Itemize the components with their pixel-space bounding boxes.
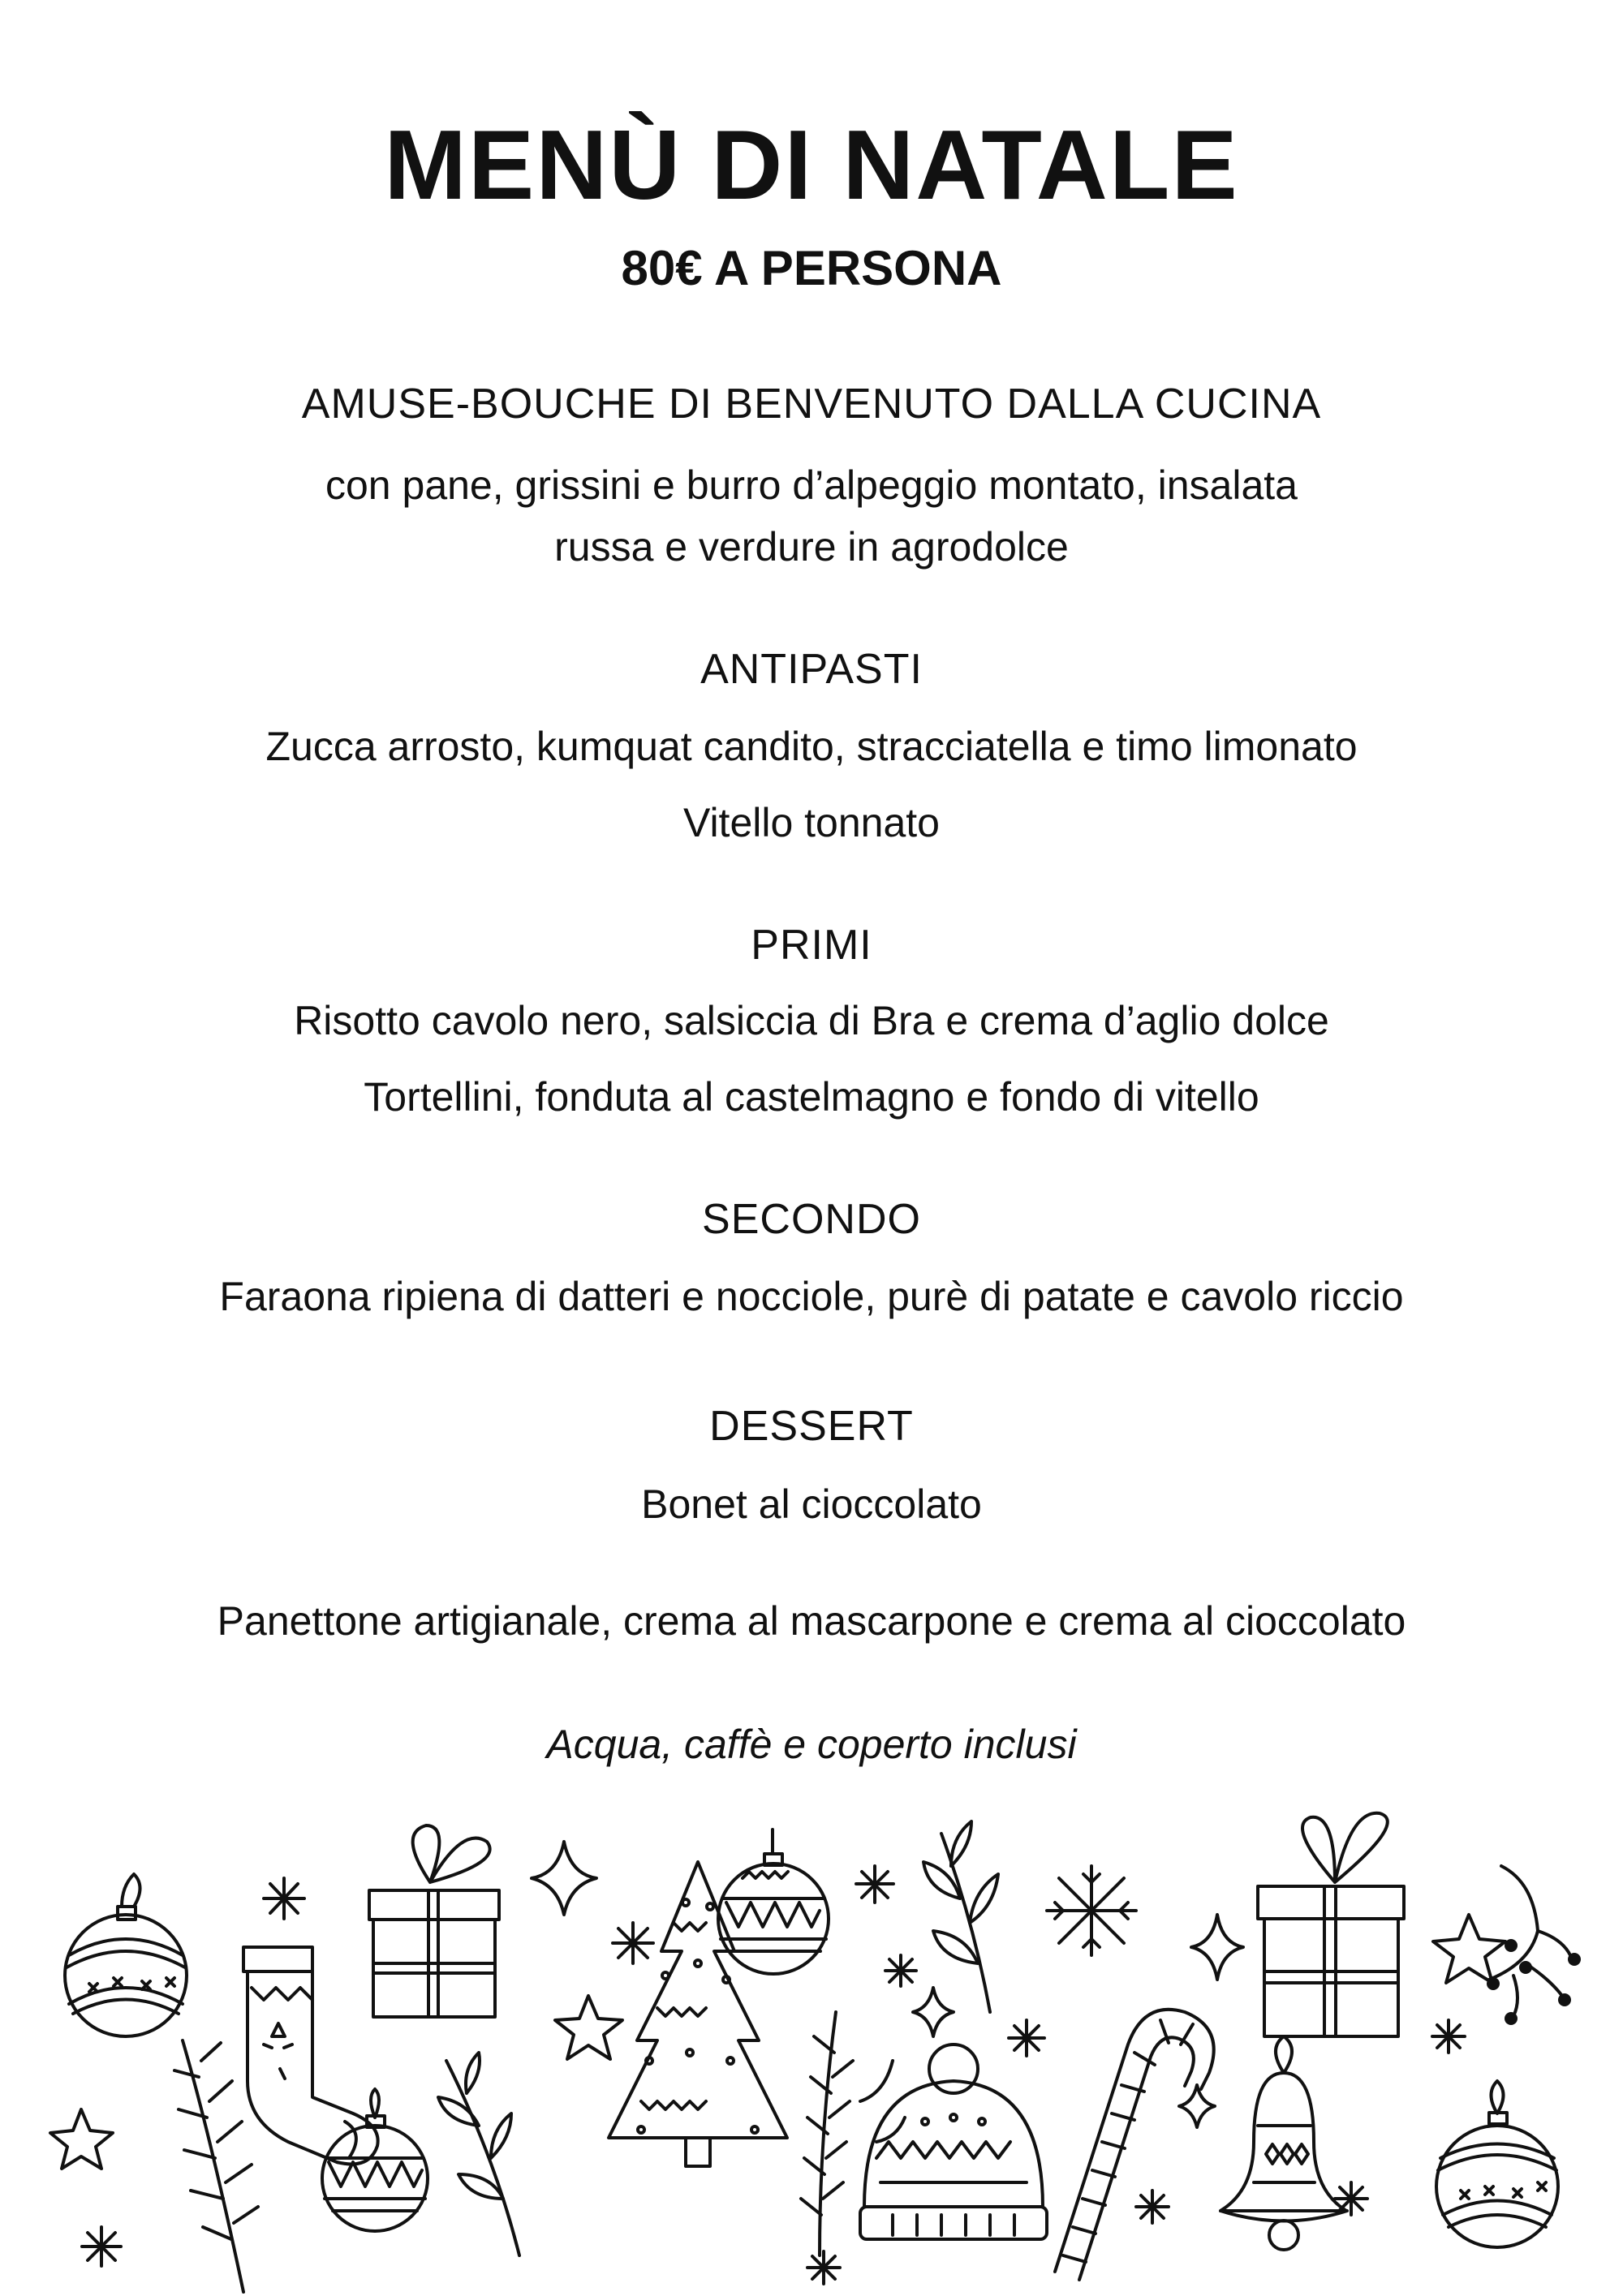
sparkle-icon: [532, 1842, 596, 1915]
dish-amuse-bouche-line-1: con pane, grissini e burro d’alpeggio montato, insalata: [325, 462, 1298, 508]
gift-box-icon: [369, 1825, 499, 2017]
menu-price: 80€ A PERSONA: [621, 241, 1002, 295]
sparkle-icon: [613, 1923, 653, 1963]
bell-icon: [1220, 2036, 1347, 2250]
sparkle-icon: [1136, 2191, 1169, 2223]
sparkle-icon: [1432, 2020, 1465, 2053]
dish-primi-1: Risotto cavolo nero, salsiccia di Bra e crema d’aglio dolce: [294, 998, 1329, 1043]
dish-secondo-1: Faraona ripiena di datteri e nocciole, purè di patate e cavolo riccio: [219, 1274, 1404, 1319]
ornament-ball-icon: [65, 1874, 187, 2036]
star-icon: [555, 1996, 622, 2059]
leaf-branch-icon: [923, 1821, 998, 2012]
sparkle-icon: [885, 1955, 916, 1986]
sparkle-icon: [1335, 2182, 1367, 2215]
section-heading-amuse-bouche: AMUSE-BOUCHE DI BENVENUTO DALLA CUCINA: [301, 381, 1322, 428]
section-heading-secondo: SECONDO: [702, 1196, 921, 1243]
ornament-ball-icon: [718, 1829, 829, 1974]
christmas-tree-icon: [609, 1862, 787, 2166]
section-heading-antipasti: ANTIPASTI: [700, 646, 923, 693]
sparkle-icon: [856, 1866, 893, 1903]
sparkle-icon: [264, 1878, 304, 1919]
menu-inclusions-note: Acqua, caffè e coperto inclusi: [546, 1722, 1077, 1767]
dish-amuse-bouche-line-2: russa e verdure in agrodolce: [554, 524, 1069, 570]
gift-box-icon: [1258, 1813, 1404, 2036]
leaf-branch-icon: [438, 2053, 519, 2255]
sparkle-icon: [1179, 2085, 1215, 2127]
sparkle-icon: [913, 1988, 954, 2036]
ornament-ball-icon: [1436, 2081, 1558, 2247]
menu-title: MENÙ DI NATALE: [384, 110, 1239, 220]
dish-dessert-2: Panettone artigianale, crema al mascarpone e crema al cioccolato: [217, 1598, 1406, 1644]
dish-dessert-1: Bonet al cioccolato: [641, 1481, 982, 1527]
snowflake-icon: [1047, 1866, 1136, 1955]
pine-branch-icon: [174, 2040, 258, 2292]
star-icon: [1433, 1915, 1505, 1983]
sparkle-icon: [1191, 1915, 1243, 1980]
sparkle-icon: [807, 2251, 840, 2284]
dish-antipasti-1: Zucca arrosto, kumquat candito, stracciatella e timo limonato: [265, 724, 1358, 769]
dish-primi-2: Tortellini, fonduta al castelmagno e fondo di vitello: [364, 1074, 1259, 1120]
candy-cane-icon: [1055, 2010, 1214, 2280]
stocking-icon: [243, 1947, 378, 2165]
sparkle-icon: [82, 2227, 121, 2266]
pine-branch-icon: [801, 2012, 905, 2255]
star-icon: [50, 2109, 113, 2169]
christmas-doodle-border: [0, 1801, 1623, 2296]
dish-antipasti-2: Vitello tonnato: [683, 800, 940, 845]
section-heading-primi: PRIMI: [751, 922, 872, 969]
ornament-ball-icon: [322, 2089, 428, 2231]
sparkle-icon: [1009, 2020, 1044, 2056]
section-heading-dessert: DESSERT: [709, 1403, 914, 1450]
